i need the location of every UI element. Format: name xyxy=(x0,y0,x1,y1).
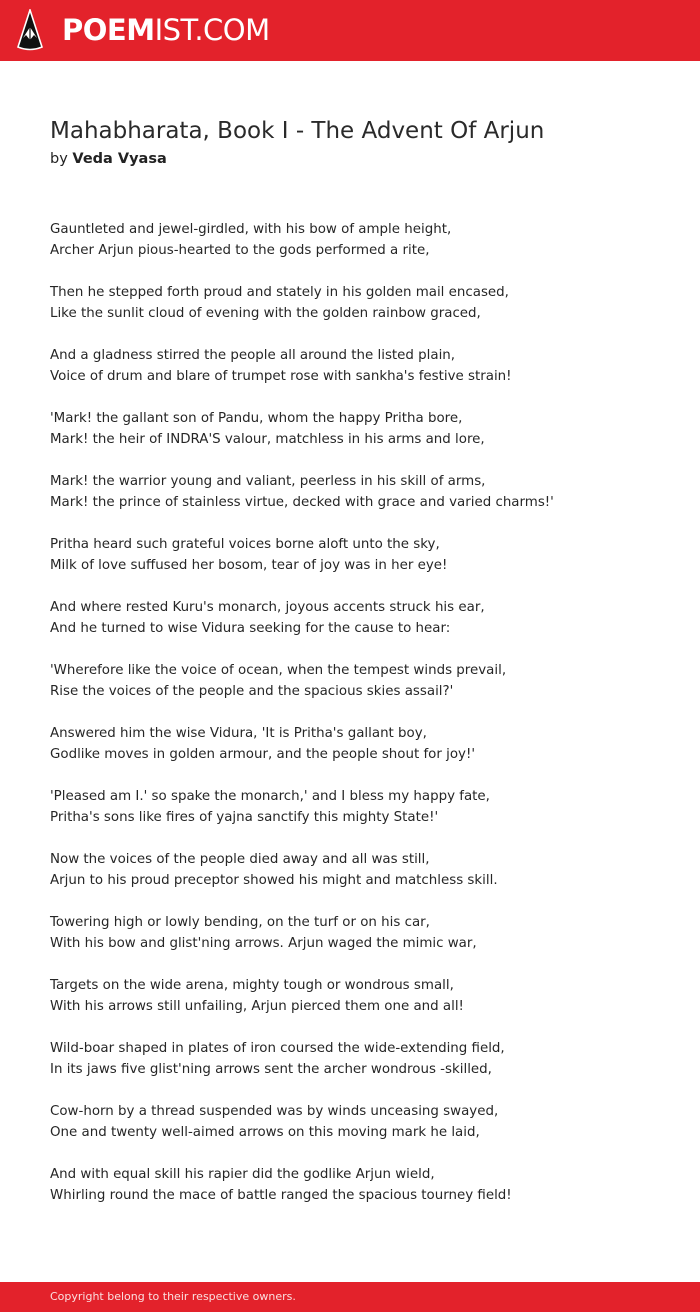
poem-line: Towering high or lowly bending, on the turf or on his car, xyxy=(50,915,430,930)
poem-line: Whirling round the mace of battle ranged the spacious tourney field! xyxy=(50,1188,512,1203)
poem-stanza xyxy=(50,912,680,954)
poem-line: Milk of love suffused her bosom, tear of joy was in her eye! xyxy=(50,558,448,573)
poem-line: With his bow and glist'ning arrows. Arjun waged the mimic war, xyxy=(50,936,477,951)
poem-line: And he turned to wise Vidura seeking for the cause to hear: xyxy=(50,621,451,636)
poem-title: Mahabharata, Book I - The Advent Of Arjun xyxy=(50,118,545,144)
poem-line: 'Pleased am I.' so spake the monarch,' and I bless my happy fate, xyxy=(50,789,490,804)
poem-line: Pritha heard such grateful voices borne aloft unto the sky, xyxy=(50,537,440,552)
poem-body xyxy=(50,219,680,1227)
poem-line: Archer Arjun pious-hearted to the gods performed a rite, xyxy=(50,243,430,258)
poem-line: Mark! the heir of INDRA'S valour, matchless in his arms and lore, xyxy=(50,432,485,447)
logo-light-text: IST.COM xyxy=(154,13,270,47)
author-name: Veda Vyasa xyxy=(72,151,167,167)
poem-stanza xyxy=(50,660,680,702)
poem-stanza xyxy=(50,597,680,639)
poem-stanza xyxy=(50,1101,680,1143)
poem-stanza xyxy=(50,786,680,828)
poem-stanza xyxy=(50,219,680,261)
pen-nib-icon[interactable] xyxy=(17,9,43,51)
poem-stanza xyxy=(50,534,680,576)
poem-stanza xyxy=(50,471,680,513)
poem-line: Mark! the prince of stainless virtue, decked with grace and varied charms!' xyxy=(50,495,554,510)
logo-bold-text: POEM xyxy=(62,13,155,47)
poem-line: With his arrows still unfailing, Arjun pierced them one and all! xyxy=(50,999,464,1014)
poem-stanza xyxy=(50,282,680,324)
poem-line: Gauntleted and jewel-girdled, with his bow of ample height, xyxy=(50,222,452,237)
poem-line: Answered him the wise Vidura, 'It is Pritha's gallant boy, xyxy=(50,726,427,741)
poem-stanza xyxy=(50,345,680,387)
poem-line: Voice of drum and blare of trumpet rose with sankha's festive strain! xyxy=(50,369,512,384)
poem-line: Now the voices of the people died away and all was still, xyxy=(50,852,430,867)
poem-line: Wild-boar shaped in plates of iron coursed the wide-extending field, xyxy=(50,1041,505,1056)
poem-line: 'Mark! the gallant son of Pandu, whom the happy Pritha bore, xyxy=(50,411,463,426)
poem-line: Arjun to his proud preceptor showed his might and matchless skill. xyxy=(50,873,498,888)
poem-stanza xyxy=(50,1038,680,1080)
poem-line: And a gladness stirred the people all around the listed plain, xyxy=(50,348,456,363)
site-header xyxy=(0,0,700,61)
poem-stanza xyxy=(50,408,680,450)
copyright-notice: Copyright belong to their respective owners. xyxy=(50,1290,296,1303)
poem-line: Cow-horn by a thread suspended was by winds unceasing swayed, xyxy=(50,1104,499,1119)
poem-line: Godlike moves in golden armour, and the people shout for joy!' xyxy=(50,747,476,762)
poem-stanza xyxy=(50,723,680,765)
poem-line: In its jaws five glist'ning arrows sent the archer wondrous -skilled, xyxy=(50,1062,492,1077)
poem-line: Pritha's sons like fires of yajna sanctify this mighty State!' xyxy=(50,810,439,825)
poem-line: And where rested Kuru's monarch, joyous accents struck his ear, xyxy=(50,600,485,615)
site-footer xyxy=(0,1282,700,1312)
poem-stanza xyxy=(50,849,680,891)
poem-stanza xyxy=(50,1164,680,1206)
poem-stanza xyxy=(50,975,680,1017)
poem-line: Like the sunlit cloud of evening with the golden rainbow graced, xyxy=(50,306,481,321)
byline xyxy=(50,149,167,169)
by-label: by xyxy=(50,151,68,167)
poem-line: One and twenty well-aimed arrows on this moving mark he laid, xyxy=(50,1125,480,1140)
poem-line: 'Wherefore like the voice of ocean, when the tempest winds prevail, xyxy=(50,663,507,678)
poem-line: Rise the voices of the people and the spacious skies assail?' xyxy=(50,684,454,699)
site-logo[interactable] xyxy=(62,12,270,48)
poem-line: Then he stepped forth proud and stately in his golden mail encased, xyxy=(50,285,509,300)
poem-line: Targets on the wide arena, mighty tough or wondrous small, xyxy=(50,978,454,993)
poem-line: And with equal skill his rapier did the godlike Arjun wield, xyxy=(50,1167,435,1182)
poem-line: Mark! the warrior young and valiant, peerless in his skill of arms, xyxy=(50,474,486,489)
